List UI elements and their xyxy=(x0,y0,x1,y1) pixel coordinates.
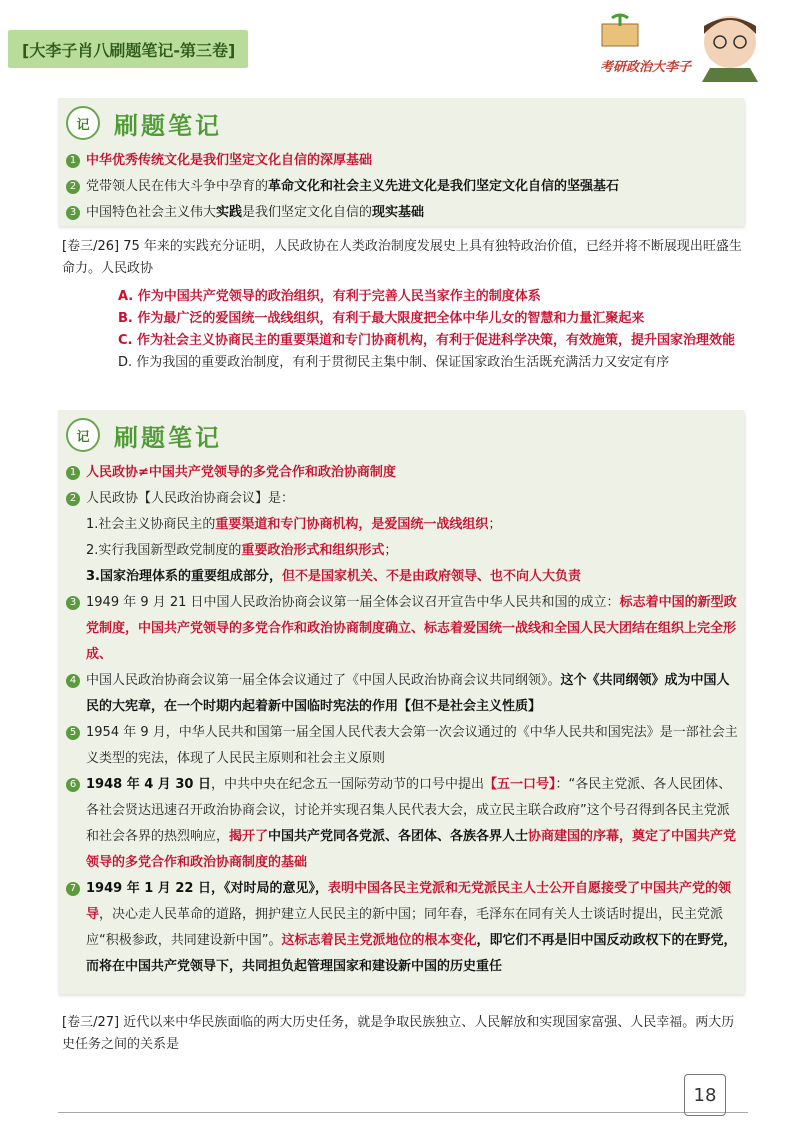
note-text: 揭开了 xyxy=(229,829,269,844)
note-text: 实践 xyxy=(216,205,243,220)
note-text: 人民政协【人民政治协商会议】是： xyxy=(86,491,295,506)
item-number: 2 xyxy=(66,492,80,506)
question-stem: [卷三/26] 75 年来的实践充分证明，人民政协在人类政治制度发展史上具有独特政治价值，已经并将不断展现出旺盛生命力。人民政协 xyxy=(62,239,742,276)
question-27 xyxy=(62,1012,746,1056)
note-text: 是我们坚定文化自信的 xyxy=(242,205,373,220)
note-item xyxy=(64,720,738,772)
note-text: 现实基础 xyxy=(372,205,425,220)
note-text: ； xyxy=(488,517,502,532)
note-item xyxy=(64,772,738,876)
note-text: 【但不是社会主义性质】 xyxy=(398,699,542,714)
page-number: 18 xyxy=(684,1074,726,1116)
note-item xyxy=(64,174,738,200)
note-text: 但不是国家机关、不是由政府领导、也不向人大负责 xyxy=(281,569,581,584)
note-heading: 刷题笔记 xyxy=(114,422,222,452)
note-item xyxy=(64,668,738,720)
page-divider xyxy=(58,1112,748,1113)
note-item xyxy=(64,564,738,590)
note-text: 【五一口号】 xyxy=(483,777,556,792)
option-b: B. 作为最广泛的爱国统一战线组织，有利于最大限度把全体中华儿女的智慧和力量汇聚起来 xyxy=(118,311,645,326)
note-text: ，即它们不再是旧中国反动政权下的在野党，而将在中国共产党领导下，共同担负起管理国家和建设新中国的历史重任 xyxy=(86,933,737,974)
note-text: 表明中国各民主党派和无党派民主人士公开自愿接受了中国共产党的领导 xyxy=(86,881,731,922)
note-text: 重要政治形式和组织形式 xyxy=(241,543,385,558)
question-26 xyxy=(62,236,746,374)
item-number: 1 xyxy=(66,466,80,480)
note-icon: 记 xyxy=(66,418,100,452)
item-number: 6 xyxy=(66,778,80,792)
option-c: C. 作为社会主义协商民主的重要渠道和专门协商机构，有利于促进科学决策，有效施策，提升国家治理效能 xyxy=(118,333,736,348)
option-list xyxy=(62,286,746,374)
header-tag: [大李子肖八刷题笔记-第三卷] xyxy=(8,30,248,68)
note-text: 1949 年 1 月 22 日，《对时局的意见》， xyxy=(86,881,328,896)
note-item xyxy=(64,200,738,226)
note-item xyxy=(64,538,738,564)
note-icon: 记 xyxy=(66,106,100,140)
note-text: 协商建国的序幕，奠定了中国共产党领导的多党合作和政治协商制度的基础 xyxy=(86,829,737,870)
note-item xyxy=(64,460,738,486)
item-number: 3 xyxy=(66,206,80,220)
note-item xyxy=(64,486,738,512)
note-text: 革命文化和社会主义先进文化是我们坚定文化自信的坚强基石 xyxy=(268,179,620,194)
note-list xyxy=(58,460,744,986)
item-number: 4 xyxy=(66,674,80,688)
note-item xyxy=(64,148,738,174)
question-stem: [卷三/27] 近代以来中华民族面临的两大历史任务，就是争取民族独立、人民解放和实现国家富强、人民幸福。两大历史任务之间的关系是 xyxy=(62,1015,735,1052)
item-number: 1 xyxy=(66,154,80,168)
note-title xyxy=(58,98,744,148)
note-item xyxy=(64,512,738,538)
item-number: 3 xyxy=(66,596,80,610)
note-text: 1.社会主义协商民主的 xyxy=(86,517,216,532)
note-text: ； xyxy=(384,543,398,558)
note-text: 中国人民政治协商会议第一届全体会议通过了《中国人民政治协商会议共同纲领》。 xyxy=(86,673,561,688)
note-item xyxy=(64,876,738,980)
note-list xyxy=(58,148,744,232)
note-text: 1949 年 9 月 21 日中国人民政治协商会议第一届全体会议召开宣告中华人民共和国的成立： xyxy=(86,595,620,610)
note-text: 人民政协≠中国共产党领导的多党合作和政治协商制度 xyxy=(86,465,396,480)
note-box-2 xyxy=(58,410,744,994)
note-text: 1948 年 4 月 30 日 xyxy=(86,777,211,792)
note-heading: 刷题笔记 xyxy=(114,110,222,140)
note-text: 中国共产党同各党派、各团体、各族各界人士 xyxy=(268,829,529,844)
item-number: 5 xyxy=(66,726,80,740)
note-text: 这个《共同纲领》成为中国人民的大宪章，在一个时期内起着新中国临时宪法的作用 xyxy=(86,673,730,714)
note-text: ，中共中央在纪念五一国际劳动节的口号中提出 xyxy=(210,777,484,792)
note-title xyxy=(58,410,744,460)
note-text: 1954 年 9 月，中华人民共和国第一届全国人民代表大会第一次会议通过的《中华人民共和国宪法》是一部社会主义类型的宪法，体现了人民民主原则和社会主义原则 xyxy=(86,725,738,766)
note-text: 中国特色社会主义伟大 xyxy=(86,205,217,220)
note-text: 重要渠道和专门协商机构，是爱国统一战线组织 xyxy=(215,517,489,532)
note-text: ：“各民主党派、各人民团体、各社会贤达迅速召开政治协商会议，讨论并实现召集人民代表大会，成立民主联合政府”这个号召得到各民主党派和社会各界的热烈响应， xyxy=(86,777,732,844)
brand-text: 考研政治大李子 xyxy=(600,60,692,75)
note-text: 这标志着民主党派地位的根本变化 xyxy=(281,933,477,948)
note-item xyxy=(64,590,738,668)
item-number: 2 xyxy=(66,180,80,194)
note-text: 3.国家治理体系的重要组成部分， xyxy=(86,569,282,584)
note-text: 标志着中国的新型政党制度，中国共产党领导的多党合作和政治协商制度确立、标志着爱国统一战线和全国人民大团结在组织上完全形成、 xyxy=(86,595,737,662)
note-text: 中华优秀传统文化是我们坚定文化自信的深厚基础 xyxy=(86,153,373,168)
note-text: 2.实行我国新型政党制度的 xyxy=(86,543,242,558)
option-d: D. 作为我国的重要政治制度，有利于贯彻民主集中制、保证国家政治生活既充满活力又安定有序 xyxy=(118,355,670,370)
option-a: A. 作为中国共产党领导的政治组织，有利于完善人民当家作主的制度体系 xyxy=(118,289,541,304)
item-number: 7 xyxy=(66,882,80,896)
note-text: 党带领人民在伟大斗争中孕育的 xyxy=(86,179,269,194)
note-box-1 xyxy=(58,98,744,226)
note-text: ，决心走人民革命的道路，拥护建立人民民主的新中国；同年春，毛泽东在同有关人士谈话时提出，民主党派应“积极参政，共同建设新中国”。 xyxy=(86,907,724,948)
